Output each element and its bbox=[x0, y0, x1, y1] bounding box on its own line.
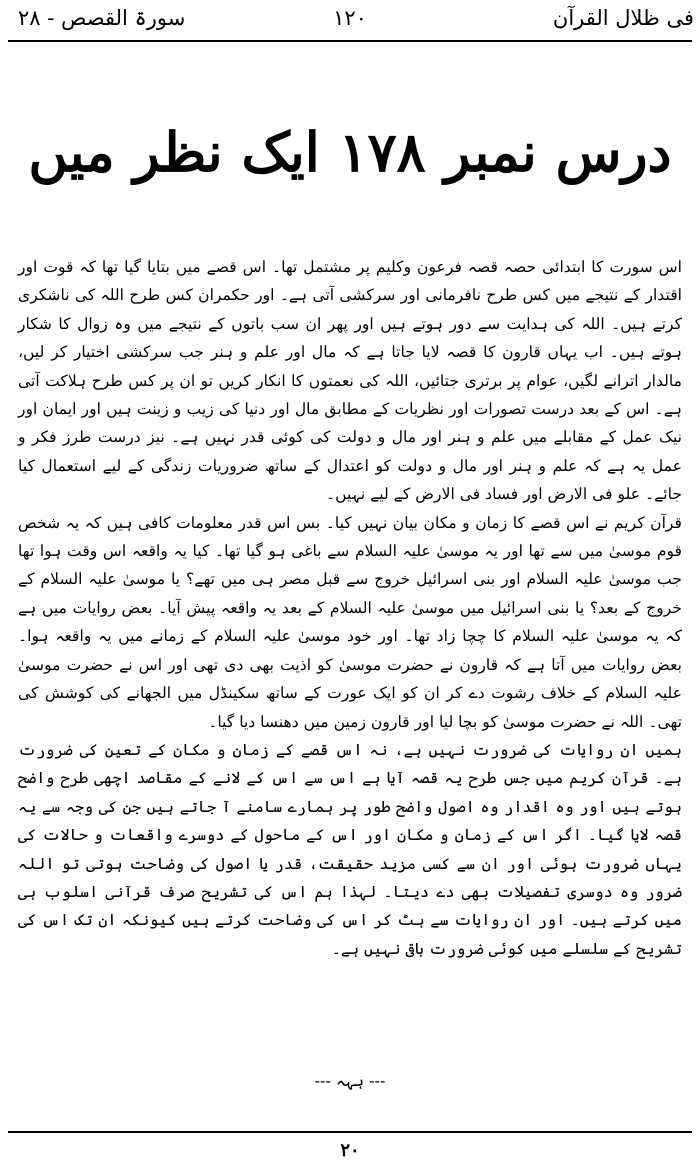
header-book-title: فی ظلال القرآن bbox=[552, 6, 694, 30]
body-text bbox=[18, 253, 682, 963]
paragraph-3: ہمیں ان روایات کی ضرورت نہیں ہے، نہ اس قصے کے زمان و مکان کے تعین کی ضرورت ہے۔ قرآن کریم میں جس طرح یہ قصہ آیا ہے اس سے اس کے لانے کے مقاصد اچھی طرح واضح ہوتے ہیں اور وہ اقدار وہ اصول واضح طور پر ہمارے سامنے آ جاتے ہیں جن کی وجہ سے یہ قصہ لایا گیا۔ اگر اس کے زمان و مکان اور اس کے ماحول کے دوسرے واقعات و حالات کی یہاں ضرورت ہوئی اور ان سے کسی مزید حقیقت، قدر یا اصول کی وضاحت ہوتی تو اللہ ضرور وہ دوسری تفصیلات بھی دے دیتا۔ لہذا ہم اس کی تشریح صرف قرآنی اسلوب ہی میں کرتے ہیں۔ اور ان روایات سے ہٹ کر اس کی وضاحت کرتے ہیں کیونکہ ان تک اس کی تشریح کے سلسلے میں کوئی ضرورت باقی نہیں ہے۔ bbox=[18, 740, 682, 958]
lesson-title: درس نمبر ۱۷۸ ایک نظر میں bbox=[28, 120, 672, 184]
paragraph-2: قرآن کریم نے اس قصے کا زمان و مکان بیان نہیں کیا۔ بس اس قدر معلومات کافی ہیں کہ یہ شخص قوم موسیٰ میں سے تھا اور یہ موسیٰ علیہ السلام سے باغی ہو گیا تھا۔ کیا یہ واقعہ اس وقت ہوا تھا جب موسیٰ علیہ السلام اور بنی اسرائیل خروج سے قبل مصر ہی میں تھے؟ یا موسیٰ علیہ السلام کے خروج کے بعد؟ یا بنی اسرائیل میں موسیٰ علیہ السلام کے بعد یہ واقعہ پیش آیا۔ بعض روایات میں ہے کہ یہ موسیٰ علیہ السلام کا چچا زاد تھا۔ اور خود موسیٰ علیہ السلام کے زمانے میں یہ واقعہ ہوا۔ بعض روایات میں آتا ہے کہ قارون نے حضرت موسیٰ کو اذیت بھی دی تھی اور اس نے حضرت موسیٰ علیہ السلام کے خلاف رشوت دے کر ان کو ایک عورت کے ساتھ سکینڈل میں الجھانے کی کوشش کی تھی۔ اللہ نے حضرت موسیٰ کو بچا لیا اور قارون زمین میں دھنسا دیا گیا۔ bbox=[18, 513, 682, 731]
running-header bbox=[0, 0, 700, 44]
section-separator: --- ہہہ --- bbox=[314, 1071, 386, 1090]
footer-rule bbox=[8, 1131, 692, 1133]
header-rule bbox=[8, 40, 692, 42]
header-surah: سورۃ القصص - ۲۸ bbox=[18, 6, 186, 30]
paragraph-1: اس سورت کا ابتدائی حصہ قصہ فرعون وکلیم پر مشتمل تھا۔ اس قصے میں بتایا گیا تھا کہ قوت اور اقتدار کے نتیجے میں کس طرح نافرمانی اور سرکشی آتی ہے۔ اور حکمران کس طرح اللہ کی ناشکری کرتے ہیں۔ اللہ کی ہدایت سے دور ہوتے ہیں اور پھر ان سب باتوں کے نتیجے میں وہ زوال کا شکار ہوتے ہیں۔ اب یہاں قارون کا قصہ لایا جاتا ہے کہ مال اور علم و ہنر جب سرکشی اختیار کر لیں، مالدار اترانے لگیں، عوام پر برتری جتائیں، اللہ کی نعمتوں کا انکار کریں تو ان پر کس طرح ہلاکت آتی ہے۔ اس کے بعد درست تصورات اور نظریات کے مطابق مال اور دنیا کی زیب و زینت ہیں اور ایمان اور نیک عمل کے مقابلے میں علم و ہنر اور مال و دولت کی کوئی قدر نہیں ہے۔ نیز درست طرز فکر و عمل یہ ہے کہ علم و ہنر اور مال و دولت کو اعتدال کے ساتھ ضروریات زندگی کے لیے استعمال کیا جائے۔ علو فی الارض اور فساد فی الارض کے لیے نہیں۔ bbox=[18, 258, 682, 504]
footer-number: ۲۰ bbox=[340, 1140, 360, 1161]
header-page-number: ۱۲۰ bbox=[333, 6, 367, 30]
